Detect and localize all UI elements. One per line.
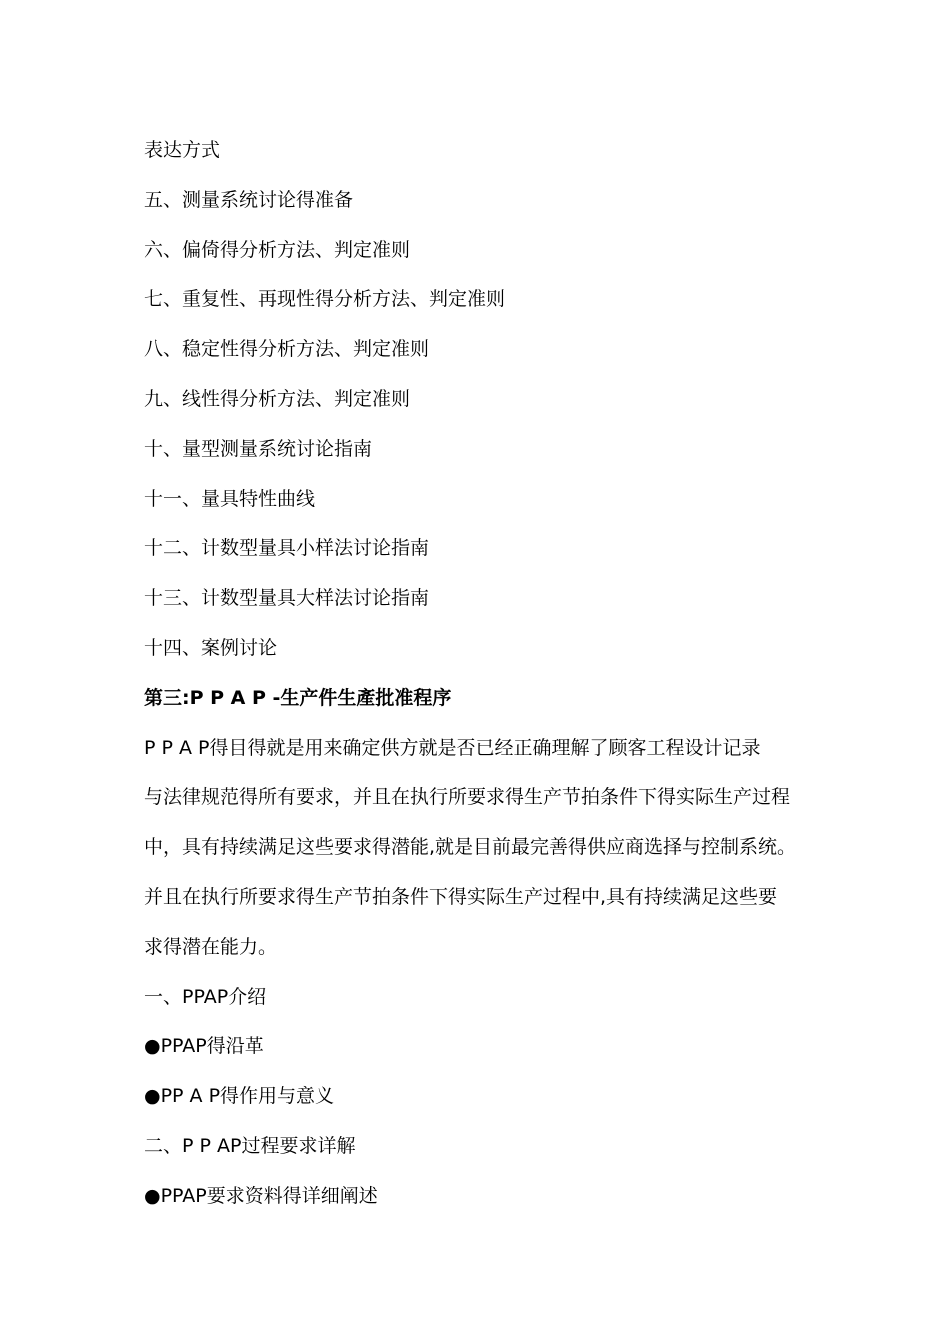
document-body bbox=[144, 126, 834, 1222]
list-item-section-6: 六、偏倚得分析方法、判定准则 bbox=[144, 238, 411, 261]
list-item-section-12: 十二、计数型量具小样法讨论指南 bbox=[144, 537, 430, 560]
paragraph-line: 求得潜在能力。 bbox=[144, 935, 278, 958]
paragraph-line: 与法律规范得所有要求，并且在执行所要求得生产节拍条件下得实际生产过程 bbox=[144, 786, 791, 809]
list-item-section-5: 五、测量系统讨论得准备 bbox=[144, 188, 354, 211]
paragraph-line: P P A P得目得就是用来确定供方就是否已经正确理解了顾客工程设计记录 bbox=[144, 736, 761, 759]
list-item-section-13: 十三、计数型量具大样法讨论指南 bbox=[144, 587, 430, 610]
list-item-section-9: 九、线性得分析方法、判定准则 bbox=[144, 387, 411, 410]
list-item-section-14: 十四、案例讨论 bbox=[144, 636, 278, 659]
list-item-section-7: 七、重复性、再现性得分析方法、判定准则 bbox=[144, 288, 506, 311]
bullet-item-ppap-history: ●PPAP得沿革 bbox=[144, 1035, 264, 1058]
paragraph-line: 并且在执行所要求得生产节拍条件下得实际生产过程中,具有持续满足这些要 bbox=[144, 885, 778, 908]
paragraph-line: 中，具有持续满足这些要求得潜能,就是目前最完善得供应商选择与控制系统。 bbox=[144, 836, 797, 859]
list-item-ppap-process: 二、P P AP过程要求详解 bbox=[144, 1134, 356, 1157]
bullet-item-ppap-purpose: ●PP A P得作用与意义 bbox=[144, 1085, 335, 1108]
list-item-section-10: 十、量型测量系统讨论指南 bbox=[144, 437, 373, 460]
text-line-expression-method: 表达方式 bbox=[144, 139, 221, 161]
section-heading-ppap: 第三:P P A P -生产件生產批准程序 bbox=[144, 686, 452, 709]
list-item-section-11: 十一、量具特性曲线 bbox=[144, 487, 316, 510]
list-item-ppap-intro: 一、PPAP介绍 bbox=[144, 985, 267, 1008]
bullet-item-ppap-requirements: ●PPAP要求资料得详细阐述 bbox=[144, 1184, 378, 1207]
list-item-section-8: 八、稳定性得分析方法、判定准则 bbox=[144, 338, 430, 361]
